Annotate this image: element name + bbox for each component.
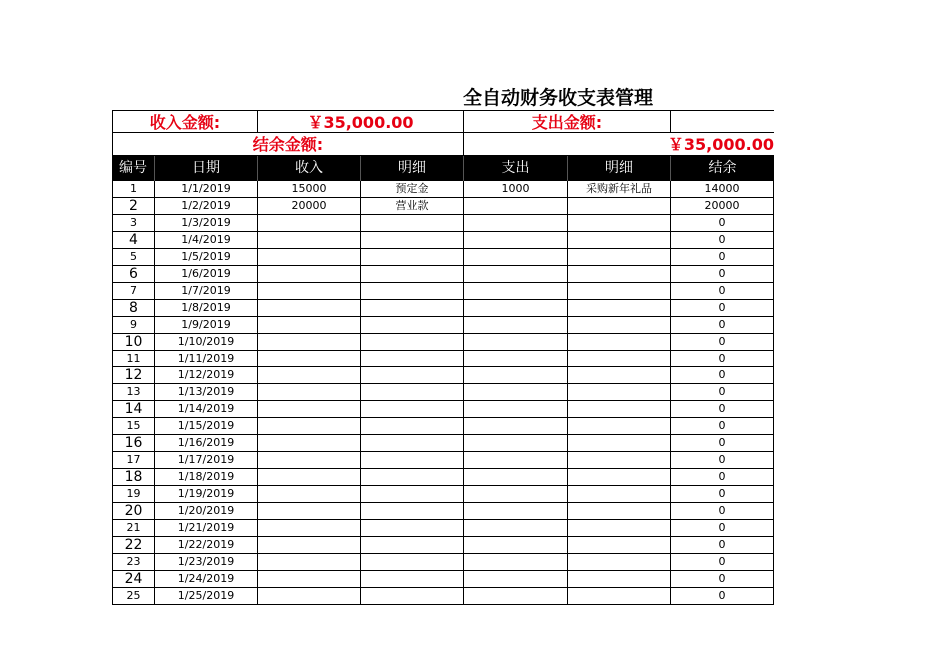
table-row <box>112 198 774 215</box>
balance-total[interactable]: ￥35,000.00 <box>464 133 774 156</box>
cell-no[interactable]: 17 <box>112 452 155 469</box>
table-row <box>112 452 774 469</box>
cell-expense[interactable] <box>464 215 568 232</box>
income-label[interactable]: 收入金额: <box>112 110 258 133</box>
cell-date[interactable]: 1/20/2019 <box>155 503 258 520</box>
cell-expense[interactable] <box>464 452 568 469</box>
cell-date[interactable]: 1/5/2019 <box>155 249 258 266</box>
cell-expense[interactable] <box>464 520 568 537</box>
cell-date[interactable]: 1/10/2019 <box>155 334 258 351</box>
cell-no[interactable]: 14 <box>112 401 155 418</box>
cell-income[interactable] <box>258 232 361 249</box>
table-row <box>112 266 774 283</box>
col-header-expense[interactable]: 支出 <box>464 156 568 181</box>
cell-expense[interactable] <box>464 554 568 571</box>
cell-balance[interactable]: 0 <box>671 215 774 232</box>
col-header-date[interactable]: 日期 <box>155 156 258 181</box>
cell-income[interactable]: 15000 <box>258 181 361 198</box>
cell-income-detail[interactable]: 营业款 <box>361 198 464 215</box>
cell-income[interactable] <box>258 469 361 486</box>
cell-income-detail[interactable] <box>361 317 464 334</box>
cell-expense-detail[interactable] <box>568 198 671 215</box>
cell-expense[interactable] <box>464 283 568 300</box>
cell-expense[interactable] <box>464 334 568 351</box>
cell-income-detail[interactable] <box>361 571 464 588</box>
cell-income[interactable] <box>258 503 361 520</box>
cell-date[interactable]: 1/23/2019 <box>155 554 258 571</box>
col-header-balance[interactable]: 结余 <box>708 160 737 176</box>
cell-date[interactable]: 1/15/2019 <box>155 418 258 435</box>
table-row <box>112 469 774 486</box>
cell-expense-detail[interactable] <box>568 588 671 605</box>
table-row <box>112 435 774 452</box>
table-row <box>112 317 774 334</box>
cell-date[interactable]: 1/24/2019 <box>155 571 258 588</box>
cell-income[interactable] <box>258 401 361 418</box>
cell-income[interactable] <box>258 334 361 351</box>
cell-balance[interactable]: 0 <box>671 469 774 486</box>
cell-income-detail[interactable] <box>361 503 464 520</box>
cell-expense-detail[interactable] <box>568 384 671 401</box>
cell-balance[interactable]: 0 <box>671 401 774 418</box>
cell-no[interactable]: 11 <box>112 351 155 368</box>
table-header <box>112 156 774 181</box>
cell-balance[interactable]: 20000 <box>671 198 774 215</box>
cell-balance[interactable]: 0 <box>671 571 774 588</box>
cell-income[interactable] <box>258 367 361 384</box>
cell-balance[interactable]: 0 <box>671 503 774 520</box>
cell-balance[interactable]: 0 <box>671 435 774 452</box>
cell-expense[interactable] <box>464 317 568 334</box>
table-row <box>112 215 774 232</box>
cell-income-detail[interactable] <box>361 232 464 249</box>
cell-income-detail[interactable] <box>361 367 464 384</box>
cell-expense-detail[interactable] <box>568 334 671 351</box>
cell-no[interactable]: 6 <box>112 266 155 283</box>
cell-expense[interactable] <box>464 469 568 486</box>
table-row <box>112 486 774 503</box>
cell-income-detail[interactable]: 预定金 <box>361 181 464 198</box>
cell-expense-detail[interactable] <box>568 537 671 554</box>
cell-income-detail[interactable] <box>361 588 464 605</box>
cell-income-detail[interactable] <box>361 300 464 317</box>
table-row <box>112 181 774 198</box>
cell-no[interactable]: 5 <box>112 249 155 266</box>
table-row <box>112 334 774 351</box>
cell-balance[interactable]: 0 <box>671 232 774 249</box>
table-row <box>112 300 774 317</box>
cell-no[interactable]: 13 <box>112 384 155 401</box>
cell-balance[interactable]: 0 <box>671 249 774 266</box>
cell-date[interactable]: 1/8/2019 <box>155 300 258 317</box>
cell-income[interactable] <box>258 520 361 537</box>
cell-date[interactable]: 1/14/2019 <box>155 401 258 418</box>
cell-date[interactable]: 1/7/2019 <box>155 283 258 300</box>
table-row <box>112 537 774 554</box>
cell-expense[interactable] <box>464 367 568 384</box>
cell-balance[interactable]: 0 <box>671 537 774 554</box>
cell-date[interactable]: 1/3/2019 <box>155 215 258 232</box>
cell-expense-detail[interactable] <box>568 266 671 283</box>
cell-income[interactable] <box>258 554 361 571</box>
cell-no[interactable]: 21 <box>112 520 155 537</box>
cell-expense[interactable] <box>464 571 568 588</box>
cell-expense-detail[interactable] <box>568 520 671 537</box>
cell-expense-detail[interactable] <box>568 554 671 571</box>
table-body <box>112 181 774 605</box>
cell-no[interactable]: 1 <box>112 181 155 198</box>
cell-balance[interactable]: 0 <box>671 384 774 401</box>
cell-income[interactable] <box>258 537 361 554</box>
cell-expense-detail[interactable] <box>568 283 671 300</box>
cell-expense[interactable] <box>464 503 568 520</box>
cell-income-detail[interactable] <box>361 537 464 554</box>
table-row <box>112 401 774 418</box>
cell-expense-detail[interactable] <box>568 435 671 452</box>
cell-expense[interactable] <box>464 249 568 266</box>
cell-no[interactable]: 22 <box>112 537 155 554</box>
cell-date[interactable]: 1/9/2019 <box>155 317 258 334</box>
cell-balance[interactable]: 0 <box>671 418 774 435</box>
table-row <box>112 249 774 266</box>
cell-expense-detail[interactable] <box>568 215 671 232</box>
cell-no[interactable]: 23 <box>112 554 155 571</box>
cell-income-detail[interactable] <box>361 249 464 266</box>
col-header-income-detail[interactable]: 明细 <box>361 156 464 181</box>
cell-date[interactable]: 1/18/2019 <box>155 469 258 486</box>
cell-income-detail[interactable] <box>361 215 464 232</box>
cell-balance[interactable]: 0 <box>671 283 774 300</box>
cell-expense-detail[interactable] <box>568 232 671 249</box>
cell-balance[interactable]: 0 <box>671 266 774 283</box>
cell-no[interactable]: 9 <box>112 317 155 334</box>
cell-date[interactable]: 1/19/2019 <box>155 486 258 503</box>
cell-date[interactable]: 1/25/2019 <box>155 588 258 605</box>
cell-expense-detail[interactable] <box>568 469 671 486</box>
table-row <box>112 367 774 384</box>
sheet-title: 全自动财务收支表管理 <box>462 87 653 109</box>
expense-total[interactable] <box>671 110 774 133</box>
cell-no[interactable]: 25 <box>112 588 155 605</box>
cell-expense[interactable] <box>464 401 568 418</box>
table-row <box>112 571 774 588</box>
cell-income-detail[interactable] <box>361 554 464 571</box>
cell-expense[interactable] <box>464 537 568 554</box>
cell-date[interactable]: 1/21/2019 <box>155 520 258 537</box>
cell-income-detail[interactable] <box>361 486 464 503</box>
cell-expense[interactable] <box>464 486 568 503</box>
col-header-no[interactable]: 编号 <box>112 156 155 181</box>
cell-balance[interactable]: 0 <box>671 486 774 503</box>
cell-expense[interactable] <box>464 266 568 283</box>
table-row <box>112 418 774 435</box>
cell-expense-detail[interactable]: 采购新年礼品 <box>568 181 671 198</box>
table-row <box>112 520 774 537</box>
cell-balance[interactable]: 0 <box>671 351 774 368</box>
cell-income[interactable] <box>258 215 361 232</box>
cell-no[interactable]: 2 <box>112 198 155 215</box>
cell-income[interactable] <box>258 418 361 435</box>
cell-balance[interactable]: 0 <box>671 317 774 334</box>
col-header-income[interactable]: 收入 <box>258 156 361 181</box>
income-total[interactable]: ￥35,000.00 <box>258 110 464 133</box>
cell-no[interactable]: 12 <box>112 367 155 384</box>
cell-income[interactable] <box>258 452 361 469</box>
cell-date[interactable]: 1/13/2019 <box>155 384 258 401</box>
cell-balance[interactable]: 0 <box>671 520 774 537</box>
cell-date[interactable]: 1/17/2019 <box>155 452 258 469</box>
cell-expense-detail[interactable] <box>568 300 671 317</box>
table-row <box>112 283 774 300</box>
cell-income-detail[interactable] <box>361 418 464 435</box>
cell-income[interactable] <box>258 435 361 452</box>
cell-income-detail[interactable] <box>361 401 464 418</box>
cell-no[interactable]: 7 <box>112 283 155 300</box>
cell-balance[interactable]: 0 <box>671 300 774 317</box>
cell-income-detail[interactable] <box>361 469 464 486</box>
cell-balance[interactable]: 0 <box>671 452 774 469</box>
table-row <box>112 503 774 520</box>
cell-expense-detail[interactable] <box>568 571 671 588</box>
cell-date[interactable]: 1/2/2019 <box>155 198 258 215</box>
cell-income-detail[interactable] <box>361 334 464 351</box>
expense-label[interactable]: 支出金额: <box>464 110 671 133</box>
cell-no[interactable]: 8 <box>112 300 155 317</box>
cell-income[interactable] <box>258 588 361 605</box>
cell-date[interactable]: 1/6/2019 <box>155 266 258 283</box>
cell-expense[interactable] <box>464 435 568 452</box>
cell-income-detail[interactable] <box>361 283 464 300</box>
cell-income[interactable] <box>258 486 361 503</box>
table-row <box>112 351 774 368</box>
cell-expense[interactable] <box>464 300 568 317</box>
cell-balance[interactable]: 0 <box>671 334 774 351</box>
cell-income-detail[interactable] <box>361 384 464 401</box>
cell-income-detail[interactable] <box>361 435 464 452</box>
cell-expense-detail[interactable] <box>568 317 671 334</box>
cell-expense[interactable] <box>464 384 568 401</box>
balance-label[interactable]: 结余金额: <box>112 133 464 156</box>
cell-expense[interactable] <box>464 198 568 215</box>
cell-expense[interactable] <box>464 588 568 605</box>
cell-expense-detail[interactable] <box>568 452 671 469</box>
cell-expense-detail[interactable] <box>568 249 671 266</box>
cell-no[interactable]: 3 <box>112 215 155 232</box>
cell-income[interactable] <box>258 266 361 283</box>
cell-no[interactable]: 20 <box>112 503 155 520</box>
cell-expense-detail[interactable] <box>568 503 671 520</box>
cell-date[interactable]: 1/22/2019 <box>155 537 258 554</box>
table-row <box>112 554 774 571</box>
table-row <box>112 232 774 249</box>
cell-date[interactable]: 1/16/2019 <box>155 435 258 452</box>
cell-expense[interactable] <box>464 418 568 435</box>
cell-no[interactable]: 16 <box>112 435 155 452</box>
finance-sheet <box>112 110 774 605</box>
cell-balance[interactable]: 14000 <box>671 181 774 198</box>
cell-no[interactable]: 18 <box>112 469 155 486</box>
summary-row-1 <box>112 110 774 133</box>
summary-row-2 <box>112 133 774 156</box>
table-row <box>112 588 774 605</box>
cell-income-detail[interactable] <box>361 520 464 537</box>
cell-date[interactable]: 1/11/2019 <box>155 351 258 368</box>
cell-expense[interactable] <box>464 351 568 368</box>
cell-income[interactable]: 20000 <box>258 198 361 215</box>
cell-expense-detail[interactable] <box>568 351 671 368</box>
cell-no[interactable]: 15 <box>112 418 155 435</box>
cell-no[interactable]: 19 <box>112 486 155 503</box>
cell-income-detail[interactable] <box>361 266 464 283</box>
cell-balance[interactable]: 0 <box>671 588 774 605</box>
cell-expense[interactable] <box>464 232 568 249</box>
cell-balance[interactable]: 0 <box>671 554 774 571</box>
cell-expense-detail[interactable] <box>568 418 671 435</box>
cell-income-detail[interactable] <box>361 452 464 469</box>
cell-no[interactable]: 10 <box>112 334 155 351</box>
cell-income[interactable] <box>258 300 361 317</box>
cell-income[interactable] <box>258 351 361 368</box>
cell-income[interactable] <box>258 317 361 334</box>
cell-income[interactable] <box>258 384 361 401</box>
table-row <box>112 384 774 401</box>
cell-date[interactable]: 1/12/2019 <box>155 367 258 384</box>
cell-expense-detail[interactable] <box>568 486 671 503</box>
cell-income[interactable] <box>258 571 361 588</box>
cell-expense[interactable]: 1000 <box>464 181 568 198</box>
cell-expense-detail[interactable] <box>568 401 671 418</box>
cell-income[interactable] <box>258 249 361 266</box>
cell-no[interactable]: 4 <box>112 232 155 249</box>
cell-date[interactable]: 1/1/2019 <box>155 181 258 198</box>
cell-no[interactable]: 24 <box>112 571 155 588</box>
cell-income-detail[interactable] <box>361 351 464 368</box>
cell-income[interactable] <box>258 283 361 300</box>
cell-date[interactable]: 1/4/2019 <box>155 232 258 249</box>
cell-balance[interactable]: 0 <box>671 367 774 384</box>
cell-expense-detail[interactable] <box>568 367 671 384</box>
col-header-expense-detail[interactable]: 明细 <box>568 156 671 181</box>
